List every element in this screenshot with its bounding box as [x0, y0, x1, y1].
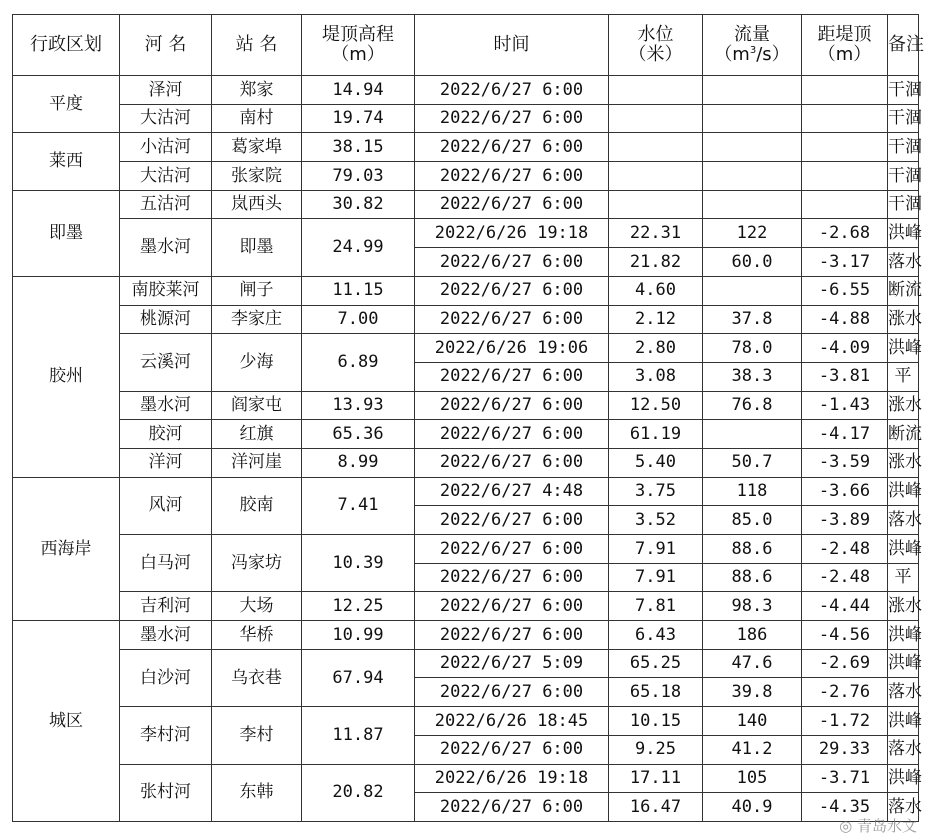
water-level-cell — [609, 190, 703, 219]
water-level-cell: 7.91 — [609, 563, 703, 592]
station-cell: 张家院 — [212, 162, 302, 191]
station-cell: 闸子 — [212, 276, 302, 305]
table-row — [13, 707, 919, 736]
flow-cell: 37.8 — [703, 305, 802, 334]
river-cell: 吉利河 — [120, 592, 212, 621]
distance-cell: -3.59 — [802, 448, 888, 477]
water-level-cell: 17.11 — [609, 764, 703, 793]
time-cell: 2022/6/27 6:00 — [415, 305, 609, 334]
region-cell: 莱西 — [13, 133, 120, 190]
time-cell: 2022/6/26 19:18 — [415, 764, 609, 793]
flow-cell: 118 — [703, 477, 802, 506]
time-cell: 2022/6/27 4:48 — [415, 477, 609, 506]
station-cell: 岚西头 — [212, 190, 302, 219]
water-level-cell: 3.52 — [609, 506, 703, 535]
distance-cell: -4.56 — [802, 621, 888, 650]
note-cell: 洪峰 — [888, 707, 919, 736]
time-cell: 2022/6/27 6:00 — [415, 535, 609, 564]
table-row — [13, 621, 919, 650]
note-cell: 洪峰 — [888, 649, 919, 678]
levee-elevation-cell: 65.36 — [302, 420, 415, 449]
river-cell: 李村河 — [120, 707, 212, 764]
levee-elevation-cell: 19.74 — [302, 104, 415, 133]
station-cell: 南村 — [212, 104, 302, 133]
water-level-cell — [609, 104, 703, 133]
flow-cell: 76.8 — [703, 391, 802, 420]
header-river: 河 名 — [120, 15, 212, 76]
time-cell: 2022/6/27 6:00 — [415, 362, 609, 391]
river-cell: 白沙河 — [120, 649, 212, 706]
note-cell: 平 — [888, 563, 919, 592]
distance-cell: -1.72 — [802, 707, 888, 736]
river-cell: 南胶莱河 — [120, 276, 212, 305]
levee-elevation-cell: 67.94 — [302, 649, 415, 706]
station-cell: 葛家埠 — [212, 133, 302, 162]
water-level-cell: 10.15 — [609, 707, 703, 736]
distance-cell: -2.69 — [802, 649, 888, 678]
distance-cell: -3.71 — [802, 764, 888, 793]
note-cell: 涨水 — [888, 592, 919, 621]
station-cell: 少海 — [212, 334, 302, 391]
time-cell: 2022/6/27 6:00 — [415, 621, 609, 650]
header-station: 站 名 — [212, 15, 302, 76]
levee-elevation-cell: 20.82 — [302, 764, 415, 821]
water-level-cell: 6.43 — [609, 621, 703, 650]
flow-cell: 88.6 — [703, 563, 802, 592]
distance-cell: -1.43 — [802, 391, 888, 420]
water-level-cell: 65.25 — [609, 649, 703, 678]
note-cell: 落水 — [888, 735, 919, 764]
table-row — [13, 104, 919, 133]
distance-cell: -4.88 — [802, 305, 888, 334]
time-cell: 2022/6/26 18:45 — [415, 707, 609, 736]
levee-elevation-cell: 38.15 — [302, 133, 415, 162]
water-level-cell: 4.60 — [609, 276, 703, 305]
table-row — [13, 76, 919, 105]
water-level-cell: 2.80 — [609, 334, 703, 363]
flow-cell — [703, 190, 802, 219]
water-level-cell: 9.25 — [609, 735, 703, 764]
water-level-cell — [609, 133, 703, 162]
table-row — [13, 649, 919, 678]
time-cell: 2022/6/27 6:00 — [415, 76, 609, 105]
time-cell: 2022/6/26 19:06 — [415, 334, 609, 363]
time-cell: 2022/6/27 5:09 — [415, 649, 609, 678]
distance-cell — [802, 76, 888, 105]
note-cell: 落水 — [888, 793, 919, 822]
header-note: 备注 — [888, 15, 919, 76]
flow-cell — [703, 133, 802, 162]
note-cell: 洪峰 — [888, 535, 919, 564]
distance-cell — [802, 104, 888, 133]
time-cell: 2022/6/27 6:00 — [415, 678, 609, 707]
levee-elevation-cell: 10.99 — [302, 621, 415, 650]
levee-elevation-cell: 12.25 — [302, 592, 415, 621]
water-level-cell: 2.12 — [609, 305, 703, 334]
note-cell: 洪峰 — [888, 621, 919, 650]
distance-cell: -4.44 — [802, 592, 888, 621]
river-cell: 泽河 — [120, 76, 212, 105]
header-levee-elevation: 堤顶高程 （m） — [302, 15, 415, 76]
water-level-cell: 5.40 — [609, 448, 703, 477]
distance-cell: -3.89 — [802, 506, 888, 535]
station-cell: 李家庄 — [212, 305, 302, 334]
river-cell: 墨水河 — [120, 621, 212, 650]
time-cell: 2022/6/27 6:00 — [415, 248, 609, 277]
distance-cell — [802, 133, 888, 162]
levee-elevation-cell: 14.94 — [302, 76, 415, 105]
time-cell: 2022/6/27 6:00 — [415, 506, 609, 535]
header-distance-to-levee: 距堤顶 （m） — [802, 15, 888, 76]
note-cell: 洪峰 — [888, 219, 919, 248]
distance-cell: -3.17 — [802, 248, 888, 277]
station-cell: 华桥 — [212, 621, 302, 650]
water-level-cell — [609, 76, 703, 105]
water-level-cell: 16.47 — [609, 793, 703, 822]
water-level-cell: 65.18 — [609, 678, 703, 707]
time-cell: 2022/6/27 6:00 — [415, 735, 609, 764]
header-region: 行政区划 — [13, 15, 120, 76]
levee-elevation-cell: 79.03 — [302, 162, 415, 191]
water-level-cell: 3.75 — [609, 477, 703, 506]
table-row — [13, 162, 919, 191]
table-row — [13, 592, 919, 621]
table-row — [13, 334, 919, 363]
table-row — [13, 420, 919, 449]
levee-elevation-cell: 24.99 — [302, 219, 415, 276]
region-cell: 西海岸 — [13, 477, 120, 620]
station-cell: 李村 — [212, 707, 302, 764]
note-cell: 干涸 — [888, 104, 919, 133]
water-level-cell: 12.50 — [609, 391, 703, 420]
distance-cell: -2.48 — [802, 535, 888, 564]
header-row — [13, 15, 919, 76]
distance-cell — [802, 190, 888, 219]
table-row — [13, 276, 919, 305]
note-cell: 落水 — [888, 678, 919, 707]
river-cell: 白马河 — [120, 535, 212, 592]
table-row — [13, 219, 919, 248]
flow-cell: 60.0 — [703, 248, 802, 277]
flow-cell: 98.3 — [703, 592, 802, 621]
flow-cell: 105 — [703, 764, 802, 793]
station-cell: 即墨 — [212, 219, 302, 276]
river-cell: 云溪河 — [120, 334, 212, 391]
flow-cell: 47.6 — [703, 649, 802, 678]
note-cell: 干涸 — [888, 190, 919, 219]
station-cell: 胶南 — [212, 477, 302, 534]
river-cell: 桃源河 — [120, 305, 212, 334]
note-cell: 涨水 — [888, 391, 919, 420]
time-cell: 2022/6/27 6:00 — [415, 276, 609, 305]
distance-cell: -4.09 — [802, 334, 888, 363]
station-cell: 阎家屯 — [212, 391, 302, 420]
time-cell: 2022/6/27 6:00 — [415, 162, 609, 191]
flow-cell — [703, 104, 802, 133]
time-cell: 2022/6/27 6:00 — [415, 592, 609, 621]
distance-cell: -4.17 — [802, 420, 888, 449]
header-water-level: 水位 （米） — [609, 15, 703, 76]
station-cell: 冯家坊 — [212, 535, 302, 592]
flow-cell — [703, 420, 802, 449]
station-cell: 郑家 — [212, 76, 302, 105]
flow-cell: 41.2 — [703, 735, 802, 764]
river-cell: 张村河 — [120, 764, 212, 821]
time-cell: 2022/6/27 6:00 — [415, 104, 609, 133]
river-cell: 墨水河 — [120, 219, 212, 276]
station-cell: 乌衣巷 — [212, 649, 302, 706]
hydrology-table — [12, 14, 924, 822]
wechat-icon: ◎ — [839, 817, 857, 835]
note-cell: 洪峰 — [888, 334, 919, 363]
table-row — [13, 477, 919, 506]
note-cell: 断流 — [888, 276, 919, 305]
flow-cell: 38.3 — [703, 362, 802, 391]
time-cell: 2022/6/27 6:00 — [415, 448, 609, 477]
distance-cell: -2.68 — [802, 219, 888, 248]
flow-cell: 140 — [703, 707, 802, 736]
note-cell: 洪峰 — [888, 764, 919, 793]
levee-elevation-cell: 30.82 — [302, 190, 415, 219]
region-cell: 即墨 — [13, 190, 120, 276]
water-level-cell: 3.08 — [609, 362, 703, 391]
flow-cell — [703, 162, 802, 191]
levee-elevation-cell: 10.39 — [302, 535, 415, 592]
station-cell: 洋河崖 — [212, 448, 302, 477]
flow-cell: 50.7 — [703, 448, 802, 477]
river-cell: 五沽河 — [120, 190, 212, 219]
table-row — [13, 391, 919, 420]
distance-cell: -4.35 — [802, 793, 888, 822]
time-cell: 2022/6/27 6:00 — [415, 133, 609, 162]
time-cell: 2022/6/27 6:00 — [415, 563, 609, 592]
levee-elevation-cell: 7.00 — [302, 305, 415, 334]
note-cell: 涨水 — [888, 448, 919, 477]
flow-cell — [703, 76, 802, 105]
water-level-cell: 61.19 — [609, 420, 703, 449]
distance-cell: -6.55 — [802, 276, 888, 305]
note-cell: 落水 — [888, 248, 919, 277]
header-time: 时间 — [415, 15, 609, 76]
note-cell: 涨水 — [888, 305, 919, 334]
table-row — [13, 305, 919, 334]
distance-cell: -2.48 — [802, 563, 888, 592]
table-row — [13, 764, 919, 793]
levee-elevation-cell: 6.89 — [302, 334, 415, 391]
station-cell: 东韩 — [212, 764, 302, 821]
river-cell: 胶河 — [120, 420, 212, 449]
river-cell: 大沽河 — [120, 104, 212, 133]
water-level-cell: 21.82 — [609, 248, 703, 277]
station-cell: 红旗 — [212, 420, 302, 449]
watermark: ◎ 青岛水文 — [839, 817, 917, 835]
flow-cell: 85.0 — [703, 506, 802, 535]
flow-cell: 186 — [703, 621, 802, 650]
table-row — [13, 535, 919, 564]
region-cell: 胶州 — [13, 276, 120, 477]
river-cell: 洋河 — [120, 448, 212, 477]
water-level-cell: 22.31 — [609, 219, 703, 248]
distance-cell: -3.81 — [802, 362, 888, 391]
time-cell: 2022/6/26 19:18 — [415, 219, 609, 248]
station-cell: 大场 — [212, 592, 302, 621]
table-row — [13, 448, 919, 477]
region-cell: 城区 — [13, 621, 120, 822]
flow-cell: 88.6 — [703, 535, 802, 564]
region-cell: 平度 — [13, 76, 120, 133]
note-cell: 干涸 — [888, 133, 919, 162]
levee-elevation-cell: 7.41 — [302, 477, 415, 534]
table-row — [13, 133, 919, 162]
table-row — [13, 190, 919, 219]
water-level-cell: 7.81 — [609, 592, 703, 621]
distance-cell: -3.66 — [802, 477, 888, 506]
river-cell: 大沽河 — [120, 162, 212, 191]
water-level-cell — [609, 162, 703, 191]
distance-cell — [802, 162, 888, 191]
flow-cell: 78.0 — [703, 334, 802, 363]
time-cell: 2022/6/27 6:00 — [415, 420, 609, 449]
river-cell: 风河 — [120, 477, 212, 534]
river-cell: 小沽河 — [120, 133, 212, 162]
note-cell: 干涸 — [888, 162, 919, 191]
flow-cell — [703, 276, 802, 305]
flow-cell: 40.9 — [703, 793, 802, 822]
note-cell: 断流 — [888, 420, 919, 449]
levee-elevation-cell: 11.87 — [302, 707, 415, 764]
distance-cell: -2.76 — [802, 678, 888, 707]
levee-elevation-cell: 8.99 — [302, 448, 415, 477]
levee-elevation-cell: 11.15 — [302, 276, 415, 305]
distance-cell: 29.33 — [802, 735, 888, 764]
water-level-cell: 7.91 — [609, 535, 703, 564]
time-cell: 2022/6/27 6:00 — [415, 391, 609, 420]
flow-cell: 39.8 — [703, 678, 802, 707]
levee-elevation-cell: 13.93 — [302, 391, 415, 420]
note-cell: 平 — [888, 362, 919, 391]
time-cell: 2022/6/27 6:00 — [415, 190, 609, 219]
note-cell: 洪峰 — [888, 477, 919, 506]
river-cell: 墨水河 — [120, 391, 212, 420]
time-cell: 2022/6/27 6:00 — [415, 793, 609, 822]
flow-cell: 122 — [703, 219, 802, 248]
note-cell: 落水 — [888, 506, 919, 535]
table-body — [13, 76, 922, 822]
header-flow: 流量 $(m^3/s)$ — [703, 15, 802, 76]
note-cell: 干涸 — [888, 76, 919, 105]
